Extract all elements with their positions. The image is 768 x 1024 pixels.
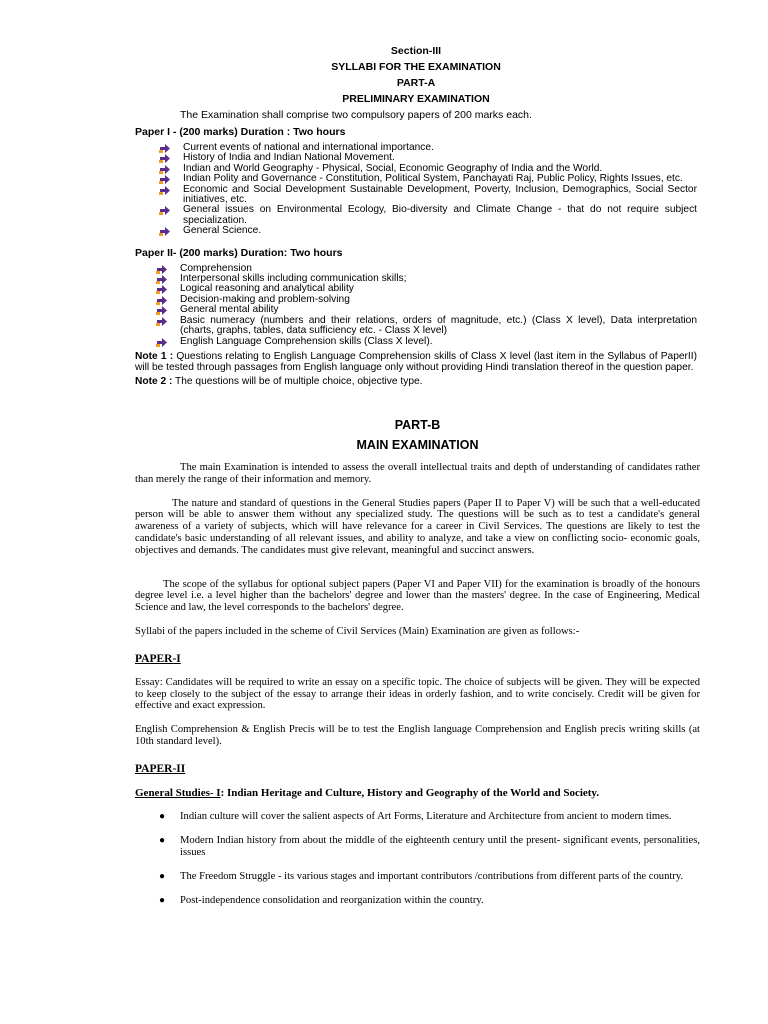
list-item: ● Modern Indian history from about the middle of the eighteenth century until the present- significant events, personalities, issues: [159, 834, 700, 858]
arrow-bullet-icon: [156, 306, 168, 315]
list-item: Logical reasoning and analytical ability: [180, 284, 697, 294]
paper1-list: [135, 143, 697, 237]
intro-text: The Examination shall comprise two compulsory papers of 200 marks each.: [180, 109, 532, 121]
list-item: Current events of national and international importance.: [183, 143, 697, 153]
list-item: ● The Freedom Struggle - its various stages and important contributors /contributions from different parts of the country.: [159, 870, 684, 882]
syllabi-intro: Syllabi of the papers included in the scheme of Civil Services (Main) Examination are given as follows:-: [135, 625, 580, 637]
bullet-icon: ●: [159, 810, 166, 822]
note-2: Note 2 : The questions will be of multiple choice, objective type.: [135, 375, 423, 387]
list-item: ● Indian culture will cover the salient aspects of Art Forms, Literature and Architecture from ancient to modern times.: [159, 810, 672, 822]
list-item: General mental ability: [180, 305, 697, 315]
section-heading: Section-III: [390, 45, 442, 57]
list-item: Interpersonal skills including communication skills;: [180, 274, 697, 284]
gs1-list: [135, 811, 700, 907]
arrow-bullet-icon: [159, 206, 171, 215]
arrow-bullet-icon: [159, 175, 171, 184]
list-item: General Science.: [183, 226, 697, 236]
english-paragraph: English Comprehension & English Precis will be to test the English language Comprehension and English precis writing skills (at 10th standard level).: [135, 724, 700, 747]
arrow-bullet-icon: [159, 154, 171, 163]
arrow-bullet-icon: [156, 296, 168, 305]
arrow-bullet-icon: [159, 144, 171, 153]
list-item: Comprehension: [180, 264, 697, 274]
part-b-section: [135, 417, 700, 919]
bullet-icon: ●: [159, 870, 166, 882]
list-item: History of India and Indian National Movement.: [183, 153, 697, 163]
gs1-heading: General Studies- I: Indian Heritage and Culture, History and Geography of the World and Society.: [135, 786, 600, 799]
list-item: Indian and World Geography - Physical, Social, Economic Geography of India and the World.: [183, 164, 697, 174]
scope-paragraph: The scope of the syllabus for optional subject papers (Paper VI and Paper VII) for the examination is broadly of the honours degree level i.e. a level higher than the bachelors' degree and lower than the masters' degree. In the case of Engineering, Medical Science and law, the level corresponds to the bachelors' degree.: [135, 578, 700, 614]
list-item: General issues on Environmental Ecology, Bio-diversity and Climate Change - that do not require subject specialization.: [183, 205, 697, 226]
part-b-title: PART-B: [394, 418, 441, 432]
paper2-list: [135, 264, 697, 347]
note-1: Note 1 : Questions relating to English Language Comprehension skills of Class X level (last item in the Syllabus of PaperII) will be tested through passages from English language only without providing Hindi translation thereof in the question paper.: [135, 350, 697, 373]
preliminary-title: PRELIMINARY EXAMINATION: [342, 93, 490, 105]
list-item: Economic and Social Development Sustainable Development, Poverty, Inclusion, Demographics, Social Sector initiatives, etc.: [183, 185, 697, 206]
paper1-heading: Paper I - (200 marks) Duration : Two hours: [135, 126, 346, 138]
arrow-bullet-icon: [159, 186, 171, 195]
paper-ii-title: PAPER-II: [135, 762, 186, 775]
arrow-bullet-icon: [156, 317, 168, 326]
list-item: Basic numeracy (numbers and their relations, orders of magnitude, etc.) (Class X level), Data interpretation (charts, graphs, tables, data sufficiency etc. - Class X level): [180, 316, 697, 337]
main-intro-paragraph: The main Examination is intended to assess the overall intellectual traits and depth of understanding of candidates rather than merely the range of their information and memory.: [135, 462, 700, 485]
bullet-icon: ●: [159, 894, 166, 906]
paper-i-title: PAPER-I: [135, 652, 181, 665]
list-item: English Language Comprehension skills (Class X level).: [180, 337, 697, 347]
bullet-icon: ●: [159, 834, 166, 846]
part-a-section: [135, 44, 697, 387]
arrow-bullet-icon: [159, 227, 171, 236]
list-item: ● Post-independence consolidation and reorganization within the country.: [159, 894, 484, 906]
list-item: Indian Polity and Governance - Constitution, Political System, Panchayati Raj, Public Policy, Rights Issues, etc.: [183, 174, 697, 184]
essay-paragraph: Essay: Candidates will be required to write an essay on a specific topic. The choice of subjects will be given. They will be expected to keep closely to the subject of the essay to arrange their ideas in orderly fashion, and to write concisely. Credit will be given for effective and exact expression.: [135, 676, 700, 712]
list-item: Decision-making and problem-solving: [180, 295, 697, 305]
arrow-bullet-icon: [156, 338, 168, 347]
arrow-bullet-icon: [156, 275, 168, 284]
syllabi-title: SYLLABI FOR THE EXAMINATION: [331, 61, 501, 73]
nature-paragraph: The nature and standard of questions in the General Studies papers (Paper II to Paper V) will be such that a well-educated person will be able to answer them without any specialized study. The questions will be such as to test a candidate's general awareness of a variety of subjects, which will have relevance for a career in Civil Services. The questions are likely to test the candidate's basic understanding of all relevant issues, and ability to analyze, and take a view on conflicting socio- economic goals, objectives and demands. The candidates must give relevant, meaningful and succinct answers.: [135, 497, 700, 556]
part-a-title: PART-A: [396, 77, 436, 89]
arrow-bullet-icon: [156, 285, 168, 294]
arrow-bullet-icon: [156, 265, 168, 274]
paper2-heading: Paper II- (200 marks) Duration: Two hours: [135, 246, 343, 259]
main-exam-title: MAIN EXAMINATION: [356, 438, 479, 452]
arrow-bullet-icon: [159, 165, 171, 174]
